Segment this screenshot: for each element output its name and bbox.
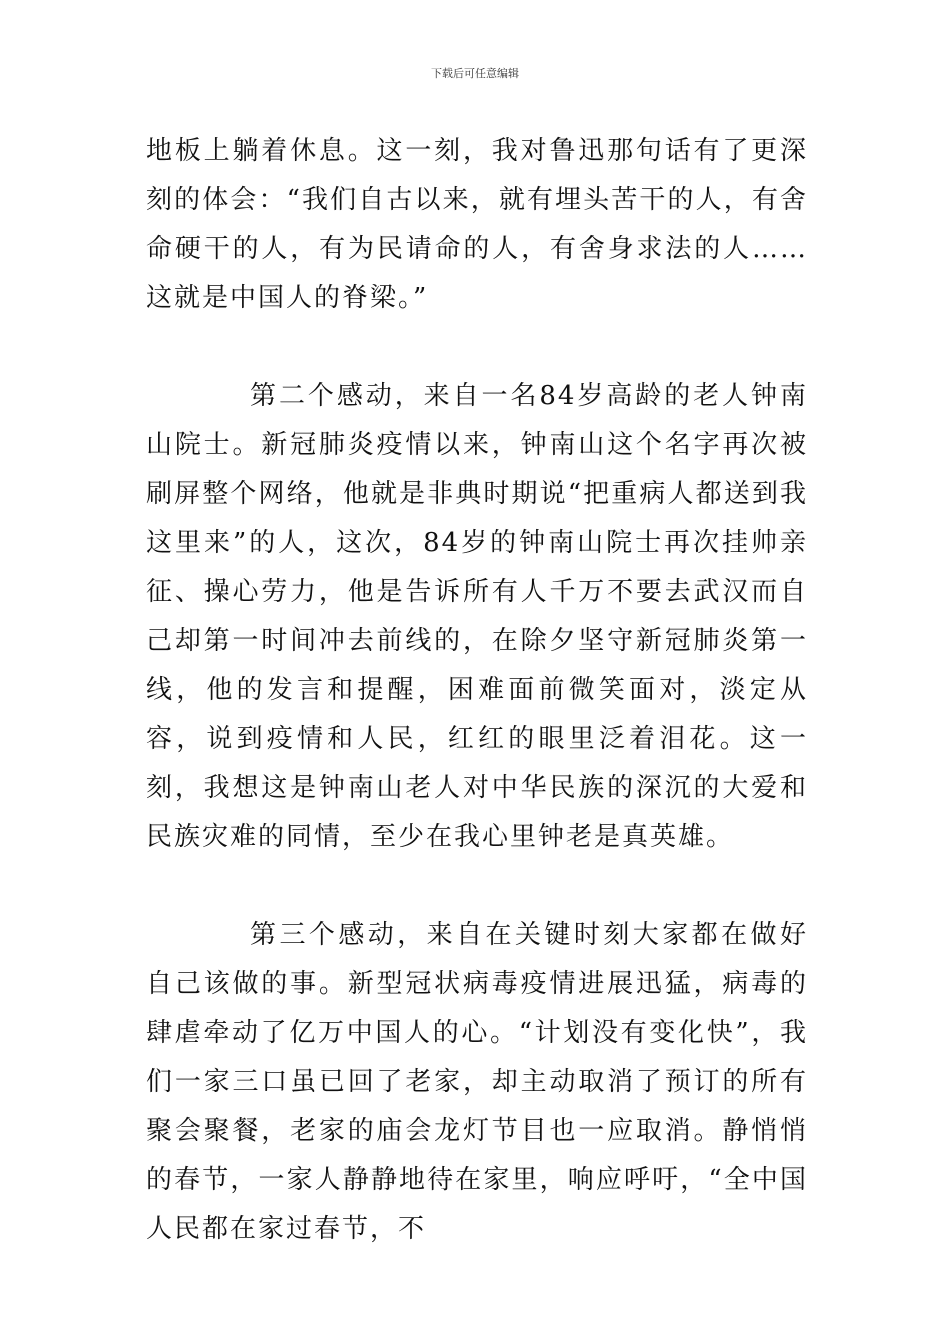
paragraph-spacer bbox=[146, 323, 808, 372]
paragraph-spacer bbox=[146, 862, 808, 911]
paragraph-1: 地板上躺着休息。这一刻，我对鲁迅那句话有了更深刻的体会：“我们自古以来，就有埋头苦干的人，有舍命硬干的人，有为民请命的人，有舍身求法的人……这就是中国人的脊梁。” bbox=[146, 136, 808, 313]
page-header: 下载后可任意编辑 bbox=[431, 67, 519, 80]
paragraph-3: 第三个感动，来自在关键时刻大家都在做好自己该做的事。新型冠状病毒疫情进展迅猛，病毒的肆虐牵动了亿万中国人的心。“计划没有变化快”，我们一家三口虽已回了老家，却主动取消了预订的所有聚会聚餐，老家的庙会龙灯节目也一应取消。静悄悄的春节，一家人静静地待在家里，响应呼吁，“全中国人民都在家过春节，不 bbox=[146, 920, 808, 1244]
paragraph-2: 第二个感动，来自一名84岁高龄的老人钟南山院士。新冠肺炎疫情以来，钟南山这个名字再次被刷屏整个网络，他就是非典时期说“把重病人都送到我这里来”的人，这次，84岁的钟南山院士再次挂帅亲征、操心劳力，他是告诉所有人千万不要去武汉而自己却第一时间冲去前线的，在除夕坚守新冠肺炎第一线，他的发言和提醒，困难面前微笑面对，淡定从容，说到疫情和人民，红红的眼里泛着泪花。这一刻，我想这是钟南山老人对中华民族的深沉的大爱和民族灾难的同情，至少在我心里钟老是真英雄。 bbox=[146, 381, 808, 852]
document-body bbox=[146, 127, 808, 1254]
